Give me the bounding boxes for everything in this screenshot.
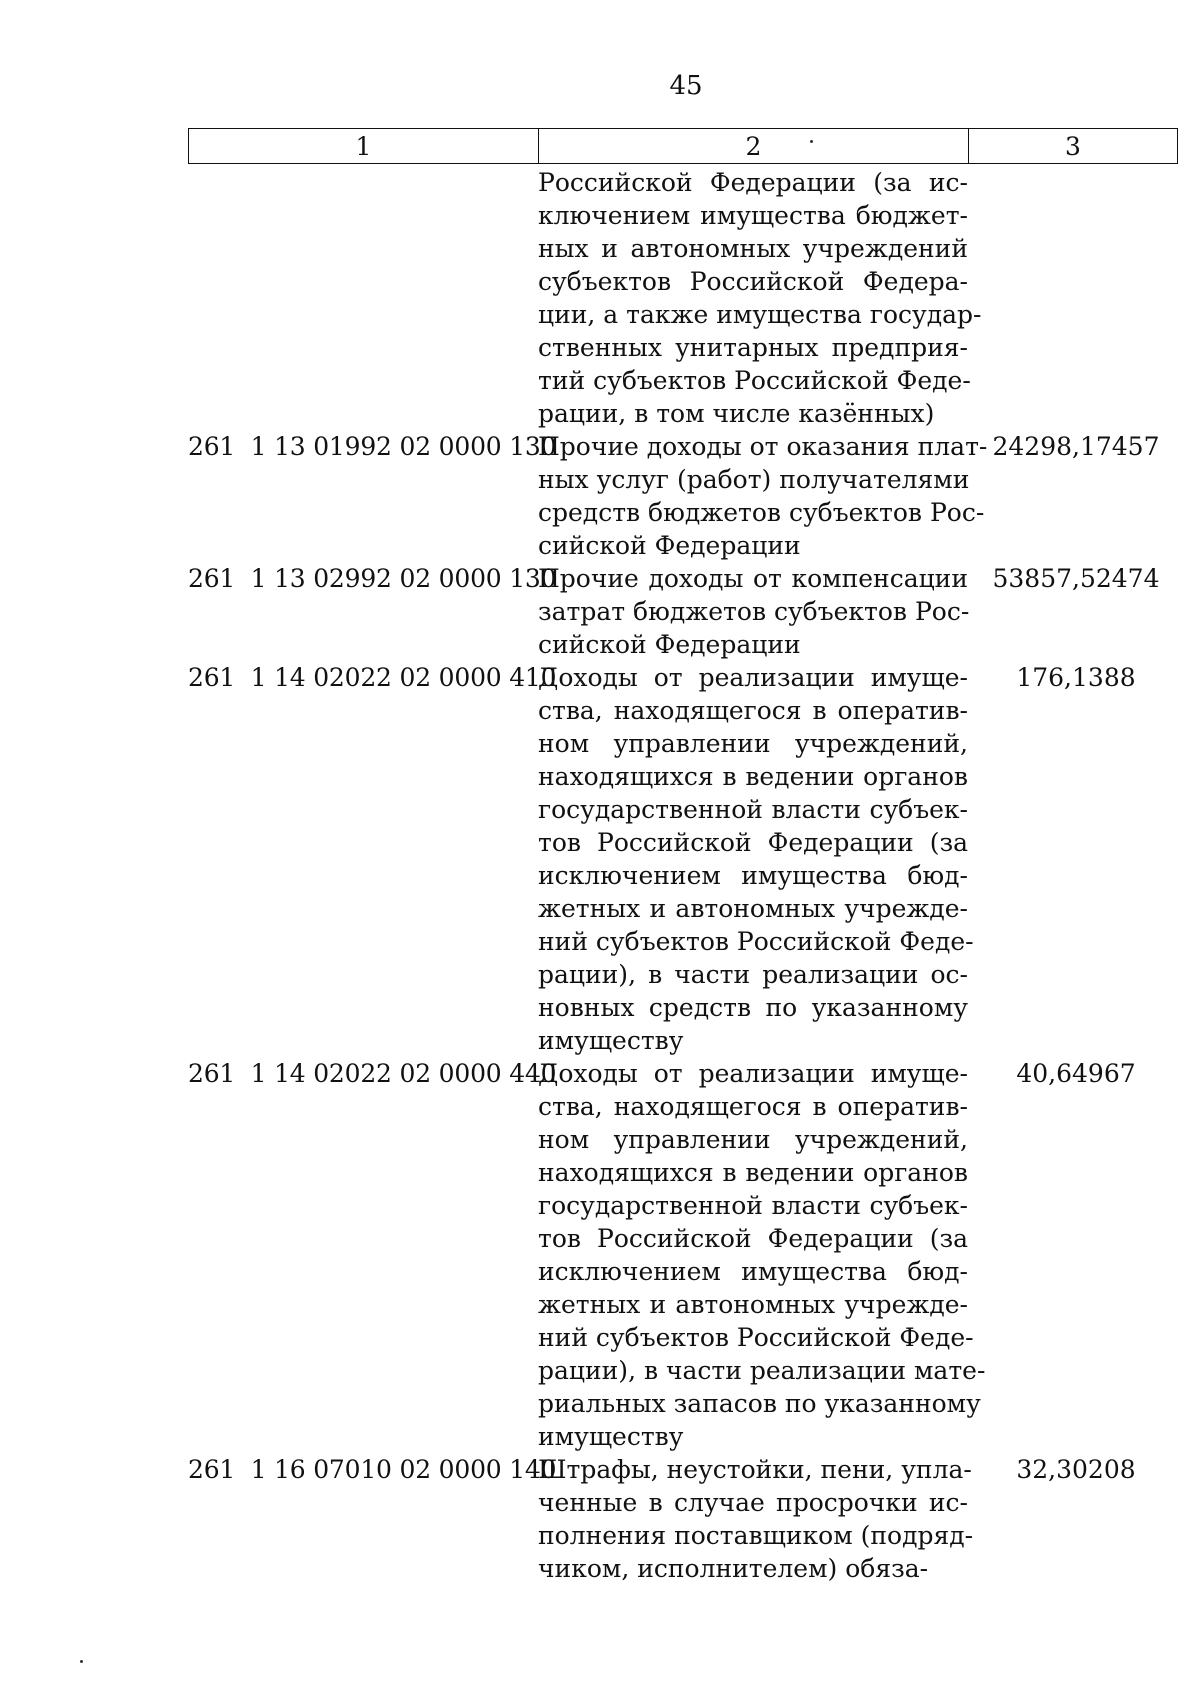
description-line: чиком, исполнителем) обяза- (538, 1554, 929, 1583)
description-line: исключением имущества бюд- (538, 1257, 968, 1286)
budget-code: 261 1 13 01992 02 0000 130 (188, 432, 557, 461)
amount (968, 166, 1178, 430)
description-line: ции, а также имущества государ- (538, 300, 982, 329)
description-line: ченные в случае просрочки ис- (538, 1488, 968, 1517)
description-line: рации), в части реализации мате- (538, 1356, 986, 1385)
table-row (188, 166, 1178, 430)
budget-code: 261 1 14 02022 02 0000 440 (188, 1059, 557, 1088)
description-line: ства, находящегося в оператив- (538, 1092, 968, 1121)
description-line: ний субъектов Российской Феде- (538, 927, 974, 956)
table-row (188, 562, 1178, 661)
description-line: государственной власти субъек- (538, 1191, 968, 1220)
amount: 32,30208 (1016, 1455, 1136, 1484)
description-line: сийской Федерации (538, 630, 801, 659)
table-row (188, 661, 1178, 1057)
description-line: Доходы от реализации имуще- (538, 663, 968, 692)
description-line: исключением имущества бюд- (538, 861, 968, 890)
amount: 40,64967 (1016, 1059, 1136, 1088)
description-line: Штрафы, неустойки, пени, упла- (538, 1455, 972, 1484)
description-line: сийской Федерации (538, 531, 801, 560)
description-line: рации, в том числе казённых) (538, 399, 935, 428)
income-description (538, 1057, 986, 1453)
income-description (538, 1453, 974, 1585)
budget-code: 261 1 16 07010 02 0000 140 (188, 1455, 557, 1484)
amount: 24298,17457 (992, 432, 1160, 461)
description-line: Доходы от реализации имуще- (538, 1059, 968, 1088)
header-col-3: 3 (1065, 131, 1081, 161)
page-number: 45 (669, 71, 703, 101)
budget-code: 261 1 14 02022 02 0000 410 (188, 663, 557, 692)
table-row (188, 430, 1178, 562)
description-line: ном управлении учреждений, (538, 1125, 968, 1154)
description-line: субъектов Российской Федера- (538, 267, 968, 296)
description-line: жетных и автономных учрежде- (538, 894, 968, 923)
description-line: Прочие доходы от компенсации (538, 564, 968, 593)
description-line: затрат бюджетов субъектов Рос- (538, 597, 970, 626)
description-line: тов Российской Федерации (за (538, 1224, 968, 1253)
description-line: ных услуг (работ) получателями (538, 465, 970, 494)
table-header (188, 128, 1178, 164)
description-line: ства, находящегося в оператив- (538, 696, 968, 725)
description-line: имуществу (538, 1026, 684, 1055)
table-row (188, 1057, 1178, 1453)
table-row (188, 1453, 1178, 1585)
description-line: средств бюджетов субъектов Рос- (538, 498, 985, 527)
description-line: жетных и автономных учрежде- (538, 1290, 968, 1319)
amount: 53857,52474 (992, 564, 1160, 593)
description-line: ний субъектов Российской Феде- (538, 1323, 974, 1352)
description-line: ключением имущества бюджет- (538, 201, 968, 230)
header-col-2: 2 (539, 129, 969, 163)
budget-code: 261 1 13 02992 02 0000 130 (188, 564, 557, 593)
income-description (538, 430, 988, 562)
income-description (538, 166, 982, 430)
description-line: рации), в части реализации ос- (538, 960, 968, 989)
description-line: новных средств по указанному (538, 993, 968, 1022)
description-line: ном управлении учреждений, (538, 729, 968, 758)
description-line: полнения поставщиком (подряд- (538, 1521, 974, 1550)
header-col-1: 1 (189, 129, 539, 163)
budget-code (188, 166, 538, 430)
description-line: ственных унитарных предприя- (538, 333, 968, 362)
amount: 176,1388 (1016, 663, 1136, 692)
description-line: риальных запасов по указанному (538, 1389, 981, 1418)
description-line: государственной власти субъек- (538, 795, 968, 824)
description-line: Российской Федерации (за ис- (538, 168, 968, 197)
scan-artifact (810, 140, 813, 143)
description-line: тов Российской Федерации (за (538, 828, 968, 857)
description-line: ных и автономных учреждений (538, 234, 968, 263)
description-line: находящихся в ведении органов (538, 762, 968, 791)
description-line: находящихся в ведении органов (538, 1158, 968, 1187)
income-description (538, 661, 974, 1057)
table-body (188, 166, 1178, 1585)
scan-artifact (80, 1660, 83, 1663)
description-line: имуществу (538, 1422, 684, 1451)
income-description (538, 562, 968, 661)
description-line: тий субъектов Российской Феде- (538, 366, 971, 395)
description-line: Прочие доходы от оказания плат- (538, 432, 988, 461)
